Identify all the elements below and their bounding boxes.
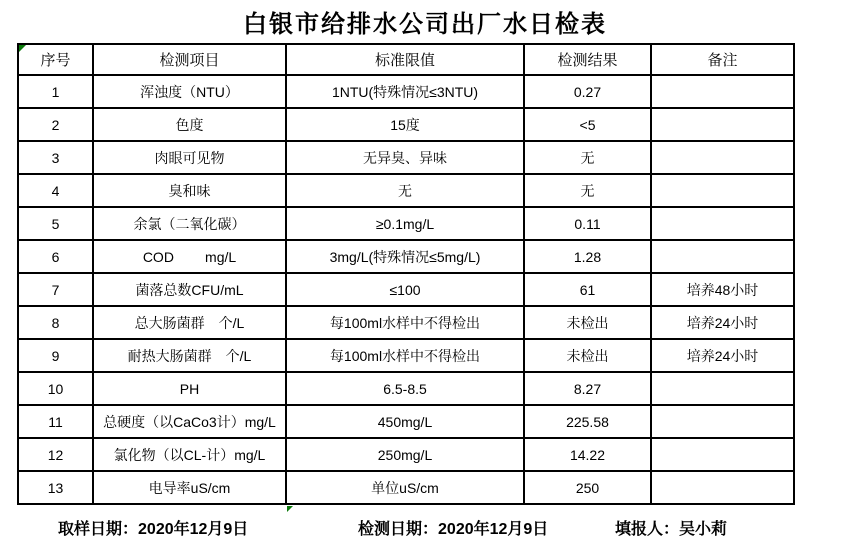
table-row	[18, 174, 794, 207]
table-row	[18, 141, 794, 174]
table-header-row	[18, 44, 794, 75]
cell-result: 0.27	[524, 75, 651, 108]
sampling-date-value: 2020年12月9日	[138, 521, 249, 538]
cell-item: 臭和味	[93, 174, 286, 207]
sampling-date-label: 取样日期：	[58, 521, 139, 538]
cell-no: 5	[18, 207, 93, 240]
table-row	[18, 339, 794, 372]
cell-note	[651, 471, 794, 504]
reporter	[615, 516, 727, 539]
cell-limit: 1NTU(特殊情况≤3NTU)	[286, 75, 524, 108]
cell-item: 色度	[93, 108, 286, 141]
cell-limit: 每100ml水样中不得检出	[286, 306, 524, 339]
cell-note: 培养48小时	[651, 273, 794, 306]
cell-no: 4	[18, 174, 93, 207]
cell-no: 11	[18, 405, 93, 438]
cell-no: 6	[18, 240, 93, 273]
table-row	[18, 108, 794, 141]
cell-result: 1.28	[524, 240, 651, 273]
cell-limit: 15度	[286, 108, 524, 141]
cell-no: 7	[18, 273, 93, 306]
cell-limit: 250mg/L	[286, 438, 524, 471]
reporter-label: 填报人：	[615, 521, 680, 538]
cell-result: 未检出	[524, 339, 651, 372]
cell-item: 总硬度（以CaCo3计）mg/L	[93, 405, 286, 438]
cell-limit: 无异臭、异味	[286, 141, 524, 174]
column-header: 检测结果	[524, 44, 651, 75]
sampling-date	[58, 516, 248, 539]
cell-no: 3	[18, 141, 93, 174]
reporter-name: 吴小莉	[679, 521, 728, 538]
cell-result: 0.11	[524, 207, 651, 240]
cell-note	[651, 174, 794, 207]
table-row	[18, 405, 794, 438]
table-row	[18, 471, 794, 504]
cell-result: 未检出	[524, 306, 651, 339]
table-row	[18, 438, 794, 471]
cell-no: 2	[18, 108, 93, 141]
cell-note	[651, 75, 794, 108]
cell-item: 耐热大肠菌群 个/L	[93, 339, 286, 372]
cell-result: 8.27	[524, 372, 651, 405]
cell-limit: ≤100	[286, 273, 524, 306]
cell-note	[651, 240, 794, 273]
cell-no: 9	[18, 339, 93, 372]
table-row	[18, 75, 794, 108]
cell-result: 61	[524, 273, 651, 306]
testing-date	[358, 516, 548, 539]
cell-no: 8	[18, 306, 93, 339]
column-header: 序号	[18, 44, 93, 75]
cell-flag-triangle-icon	[287, 506, 293, 512]
page-title: 白银市给排水公司出厂水日检表	[243, 11, 607, 38]
table-row	[18, 273, 794, 306]
cell-limit: ≥0.1mg/L	[286, 207, 524, 240]
cell-item: 菌落总数CFU/mL	[93, 273, 286, 306]
cell-result: 无	[524, 141, 651, 174]
cell-no: 12	[18, 438, 93, 471]
cell-note	[651, 438, 794, 471]
cell-item: 肉眼可见物	[93, 141, 286, 174]
cell-no: 13	[18, 471, 93, 504]
cell-limit: 单位uS/cm	[286, 471, 524, 504]
cell-limit: 3mg/L(特殊情况≤5mg/L)	[286, 240, 524, 273]
cell-no: 1	[18, 75, 93, 108]
cell-item: 总大肠菌群 个/L	[93, 306, 286, 339]
table-row	[18, 240, 794, 273]
cell-item: 余氯（二氧化碳）	[93, 207, 286, 240]
cell-item: 电导率uS/cm	[93, 471, 286, 504]
footer	[0, 516, 850, 538]
cell-no: 10	[18, 372, 93, 405]
cell-note	[651, 108, 794, 141]
cell-note	[651, 141, 794, 174]
cell-result: 14.22	[524, 438, 651, 471]
testing-date-label: 检测日期：	[358, 521, 439, 538]
cell-result: <5	[524, 108, 651, 141]
cell-item: COD mg/L	[93, 240, 286, 273]
cell-item: 浑浊度（NTU）	[93, 75, 286, 108]
cell-item: 氯化物（以CL-计）mg/L	[93, 438, 286, 471]
cell-result: 无	[524, 174, 651, 207]
cell-result: 225.58	[524, 405, 651, 438]
cell-note	[651, 207, 794, 240]
cell-note: 培养24小时	[651, 339, 794, 372]
cell-flag-triangle-icon	[19, 45, 26, 52]
cell-limit: 每100ml水样中不得检出	[286, 339, 524, 372]
column-header: 检测项目	[93, 44, 286, 75]
inspection-table	[17, 43, 795, 505]
testing-date-value: 2020年12月9日	[438, 521, 549, 538]
column-header: 标准限值	[286, 44, 524, 75]
column-header: 备注	[651, 44, 794, 75]
cell-result: 250	[524, 471, 651, 504]
cell-note: 培养24小时	[651, 306, 794, 339]
cell-note	[651, 405, 794, 438]
table-row	[18, 372, 794, 405]
cell-item: PH	[93, 372, 286, 405]
cell-limit: 无	[286, 174, 524, 207]
cell-limit: 6.5-8.5	[286, 372, 524, 405]
table-row	[18, 306, 794, 339]
cell-limit: 450mg/L	[286, 405, 524, 438]
table-row	[18, 207, 794, 240]
cell-note	[651, 372, 794, 405]
